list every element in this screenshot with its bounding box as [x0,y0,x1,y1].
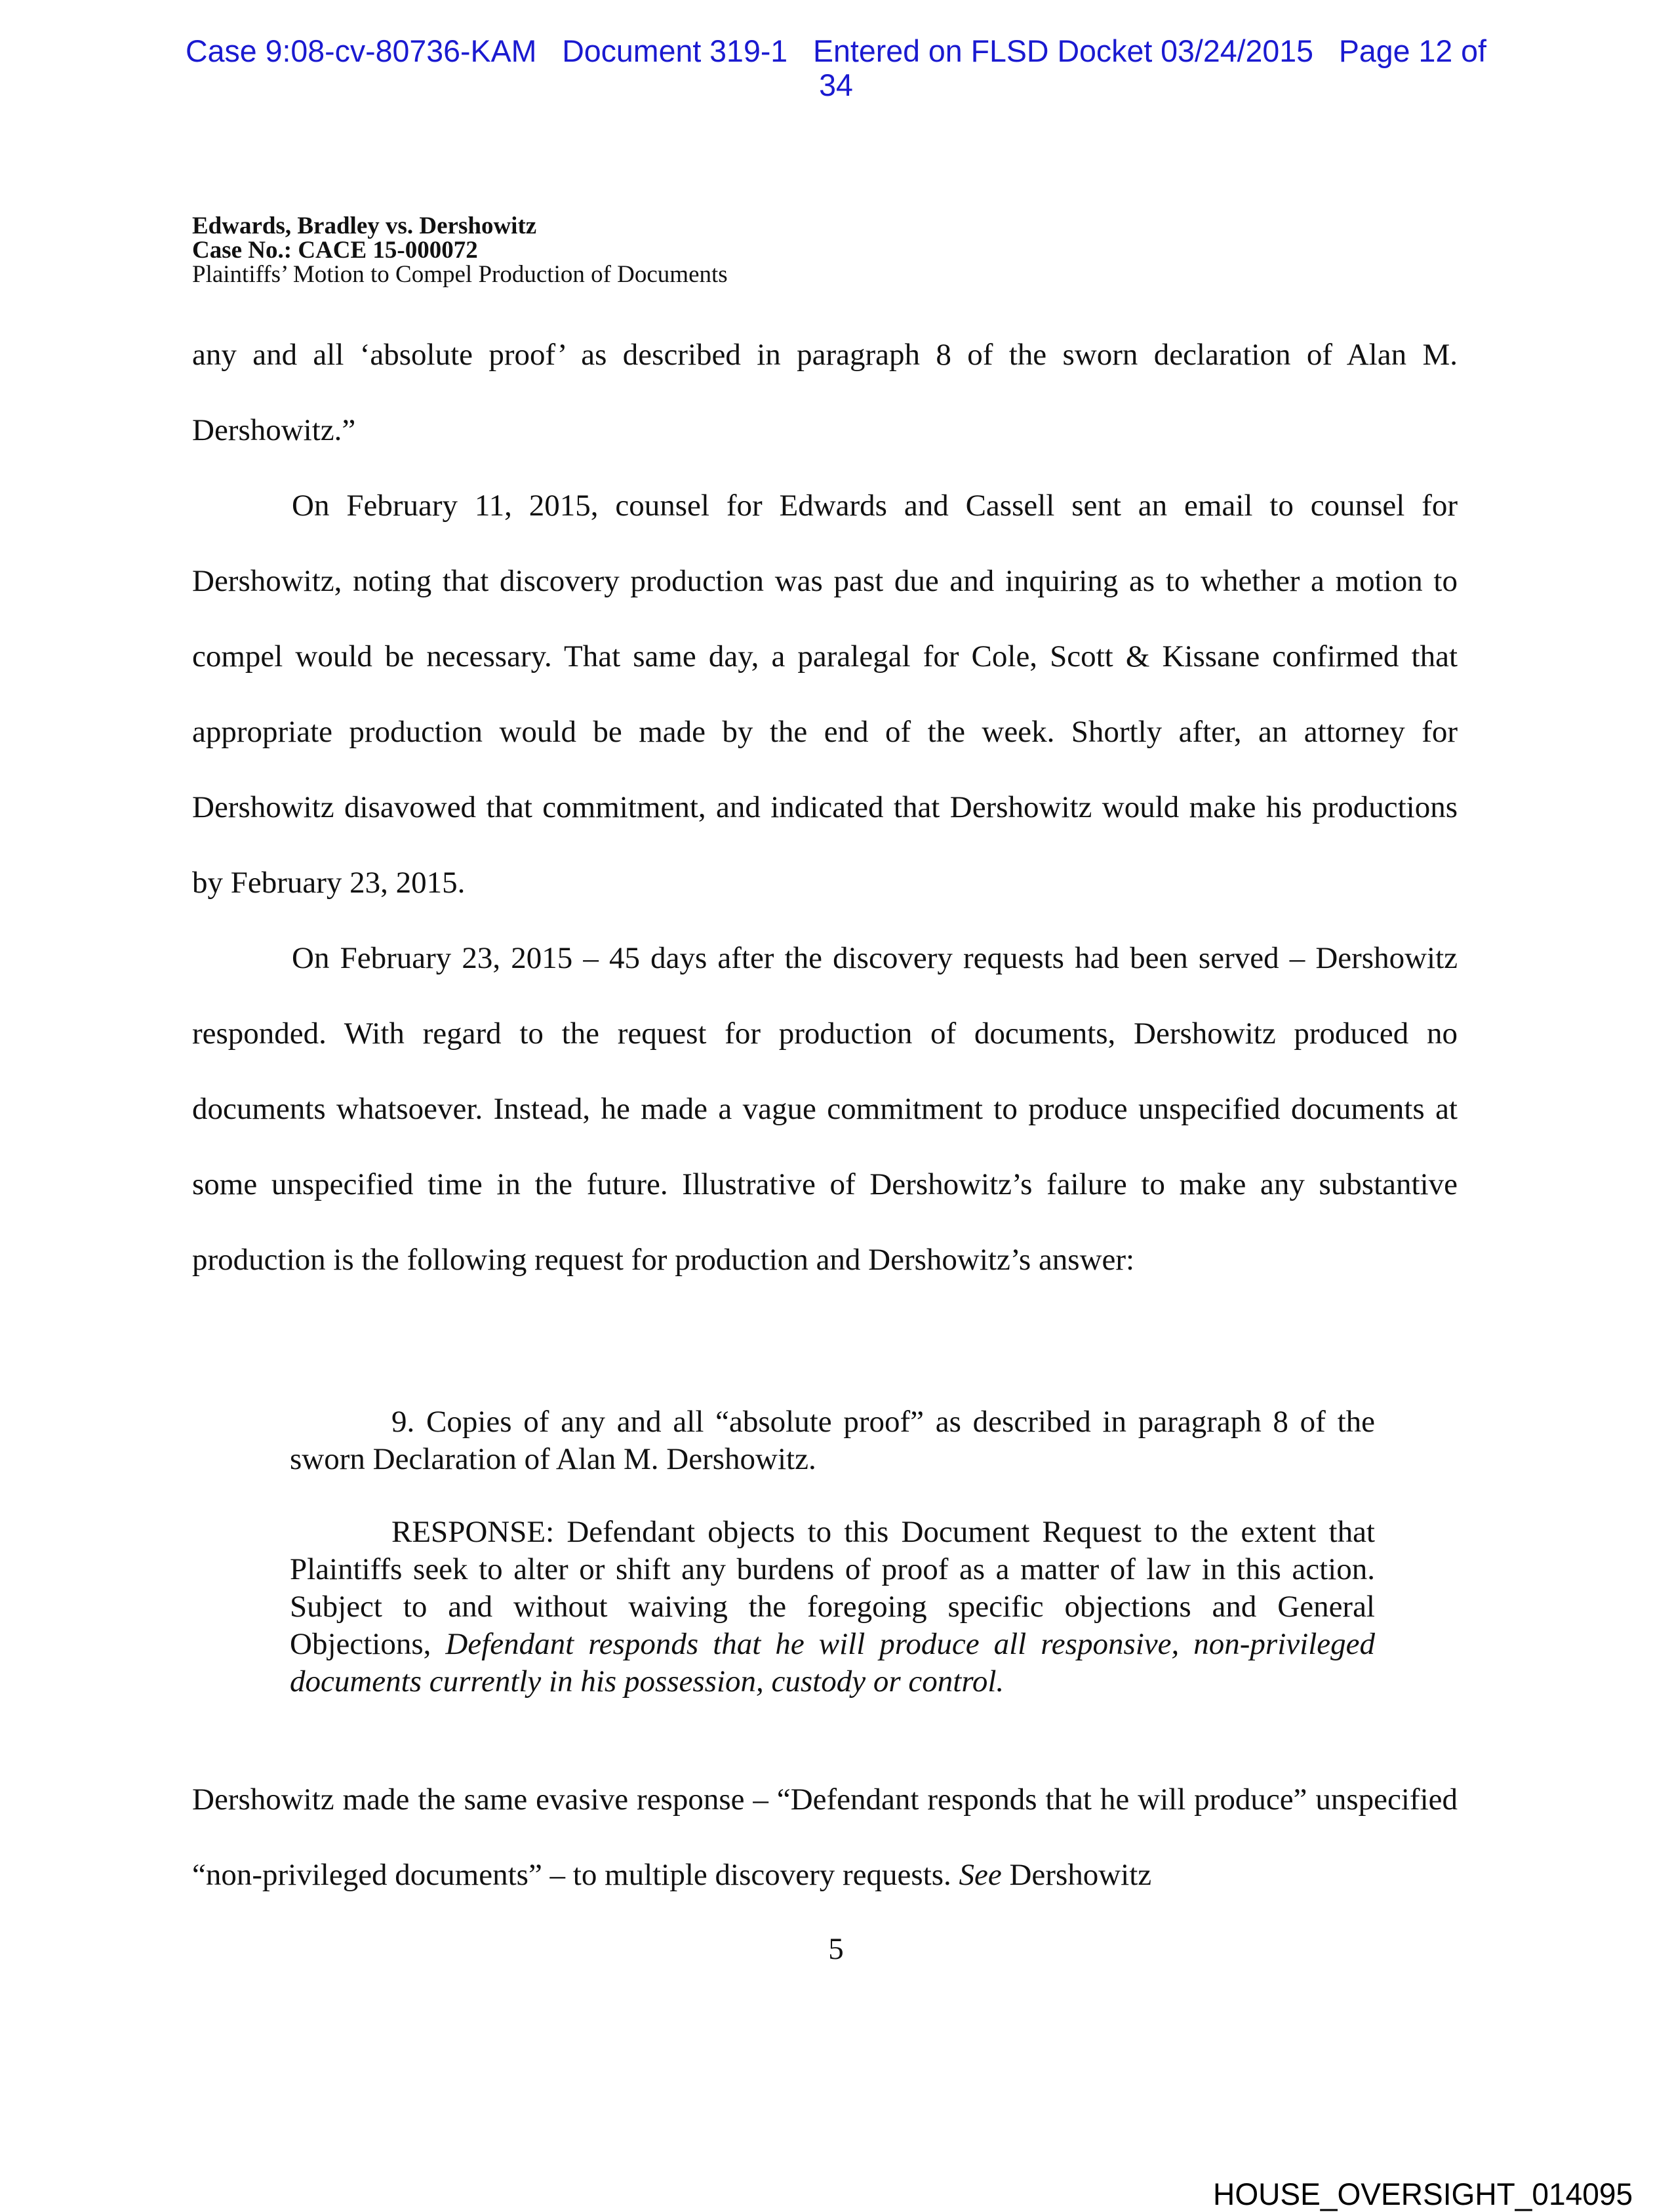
body-paragraph-feb-23 [192,921,1458,1298]
body-paragraph-closing [192,1762,1458,1913]
paragraph-text: any and all ‘absolute proof’ as described in paragraph 8 of the sworn declaration of Alan M. Dershowitz.” [192,338,1458,447]
case-caption [192,214,728,287]
block-quote-response [290,1514,1375,1700]
caption-document-title: Plaintiffs’ Motion to Compel Production of Documents [192,261,728,288]
body-paragraph-continued [192,317,1458,468]
paragraph-text [192,1762,1458,1913]
body-paragraph-feb-11 [192,468,1458,921]
response-commitment-italic: Defendant responds that he will produce all responsive, non-privileged documents currently in his possession, custody or control. [290,1627,1375,1699]
bates-number: HOUSE_OVERSIGHT_014095 [1212,2177,1633,2211]
paragraph-text: On February 11, 2015, counsel for Edwards and Cassell sent an email to counsel for Dershowitz, noting that discovery production was past due and inquiring as to whether a motion to compel would be necessary. That same day, a paralegal for Cole, Scott & Kissane confirmed that appropriate production would be made by the end of the week. Shortly after, an attorney for Dershowitz disavowed that commitment, and indicated that Dershowitz would make his productions by February 23, 2015. [192,489,1458,900]
caption-case-number: Case No.: CACE 15-000072 [192,237,478,264]
paragraph-text: On February 23, 2015 – 45 days after the discovery requests had been served – Dershowitz responded. With regard to the request for production of documents, Dershowitz produced no documents whatsoever. Instead, he made a vague commitment to produce unspecified documents at some unspecified time in the future. Illustrative of Dershowitz’s failure to make any substantive production is the following request for production and Dershowitz’s answer: [192,941,1458,1277]
request-9-text: 9. Copies of any and all “absolute proof” as described in paragraph 8 of the sworn Declaration of Alan M. Dershowitz. [290,1405,1375,1476]
page-number: 5 [828,1932,844,1966]
response-text [290,1514,1375,1700]
court-filing-stamp [138,34,1534,102]
see-signal-italic: See [959,1858,1002,1892]
caption-parties: Edwards, Bradley vs. Dershowitz [192,212,537,239]
closing-text: Dershowitz made the same evasive response – “Defendant responds that he will produce” unspecified “non-privileged documents” – to multiple discovery requests. [192,1782,1458,1892]
closing-text-tail: Dershowitz [1001,1858,1152,1892]
stamp-page-total: 34 [819,68,853,102]
stamp-entered-date: Entered on FLSD Docket 03/24/2015 [812,33,1314,68]
stamp-page-of: Page 12 of [1338,33,1486,68]
response-objections: RESPONSE: Defendant objects to this Document Request to the extent that Plaintiffs seek to alter or shift any burdens of proof as a matter of law in this action. Subject to and without waiving the foregoing specific objections and General Objections, [290,1515,1375,1661]
stamp-document-number: Document 319-1 [562,33,788,68]
block-quote-request [290,1403,1375,1478]
stamp-case-number: Case 9:08-cv-80736-KAM [186,33,537,68]
